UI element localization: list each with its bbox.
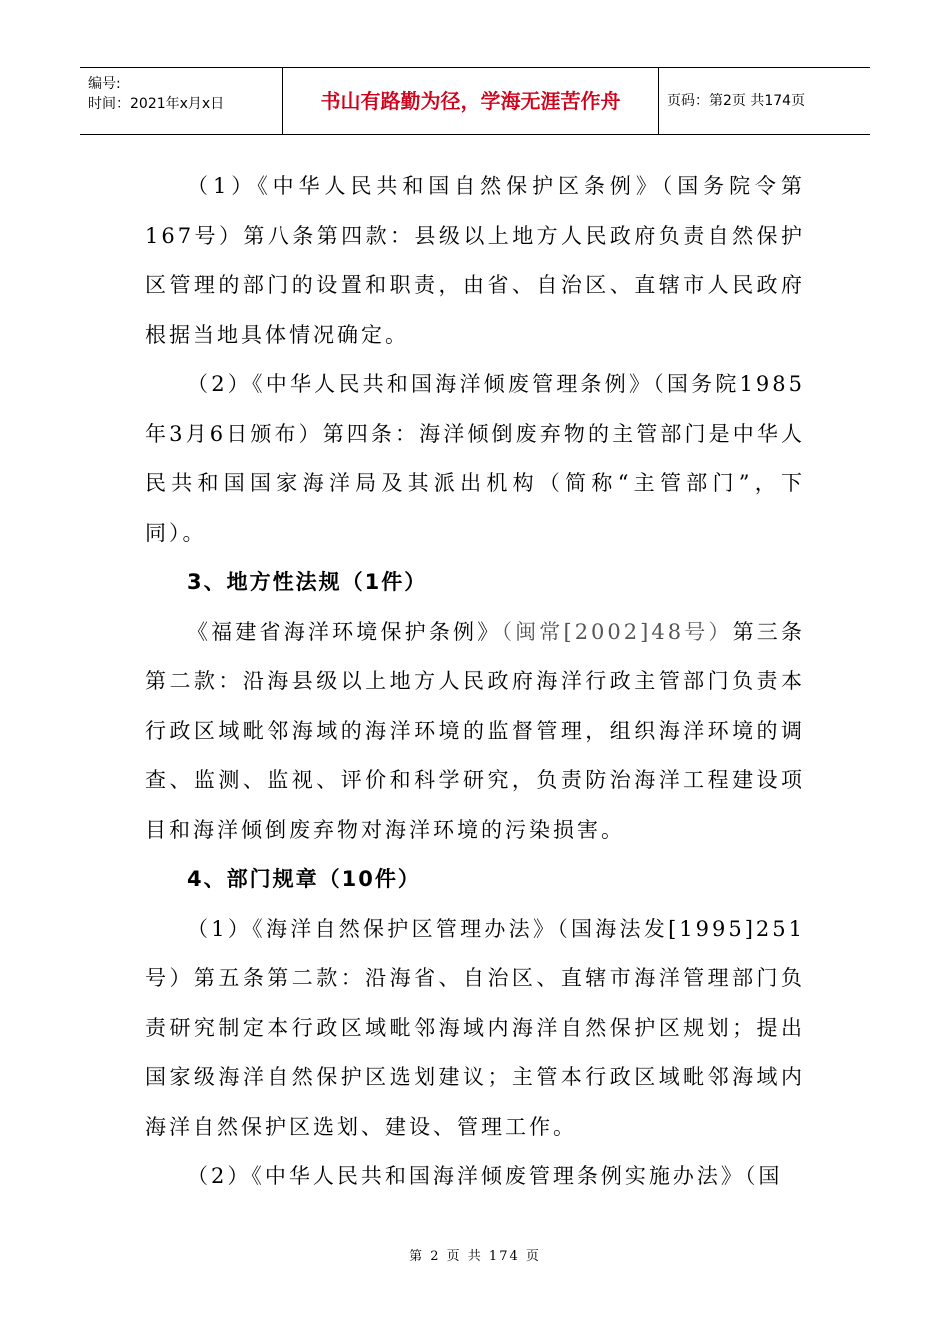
paragraph-regulation-2: （2）《中华人民共和国海洋倾废管理条例》（国务院1985年3月6日颁布）第四条：海洋倾倒废弃物的主管部门是中华人民共和国国家海洋局及其派出机构（简称“主管部门”，下同）。	[145, 372, 805, 545]
section-heading-department-rules: 4、部门规章（10件）	[187, 867, 421, 891]
document-number: 编号:	[88, 76, 121, 92]
regulation-title: 《福建省海洋环境保护条例》	[187, 619, 502, 644]
document-date: 时间：2021年x月x日	[88, 96, 225, 112]
document-body	[145, 162, 805, 1202]
page-header	[80, 67, 870, 135]
header-meta	[80, 68, 283, 134]
header-motto: 书山有路勤为径，学海无涯苦作舟	[283, 68, 659, 134]
page-footer: 第 2 页 共 174 页	[409, 1249, 541, 1264]
regulation-text: 第三条第二款：沿海县级以上地方人民政府海洋行政主管部门负责本行政区域毗邻海域的海洋环境的监督管理，组织海洋环境的调查、监测、监视、评价和科学研究，负责防治海洋工程建设项目和海洋倾倒废弃物对海洋环境的污染损害。	[145, 619, 805, 842]
header-page-code: 页码：第2页 共174页	[667, 93, 806, 109]
paragraph-fujian-regulation	[145, 608, 805, 856]
paragraph-rule-1: （1）《海洋自然保护区管理办法》（国海法发[1995]251号）第五条第二款：沿海省、自治区、直辖市海洋管理部门负责研究制定本行政区域毗邻海域内海洋自然保护区规划；提出国家级海洋自然保护区选划建议；主管本行政区域毗邻海域内海洋自然保护区选划、建设、管理工作。	[145, 916, 805, 1139]
regulation-reference: （闽常[2002]48号）	[501, 619, 733, 644]
paragraph-regulation-1: （1）《中华人民共和国自然保护区条例》（国务院令第167号）第八条第四款：县级以上地方人民政府负责自然保护区管理的部门的设置和职责，由省、自治区、直辖市人民政府根据当地具体情况确定。	[145, 174, 805, 347]
paragraph-rule-2: （2）《中华人民共和国海洋倾废管理条例实施办法》（国	[187, 1164, 783, 1188]
section-heading-local-regulations: 3、地方性法规（1件）	[187, 570, 428, 594]
